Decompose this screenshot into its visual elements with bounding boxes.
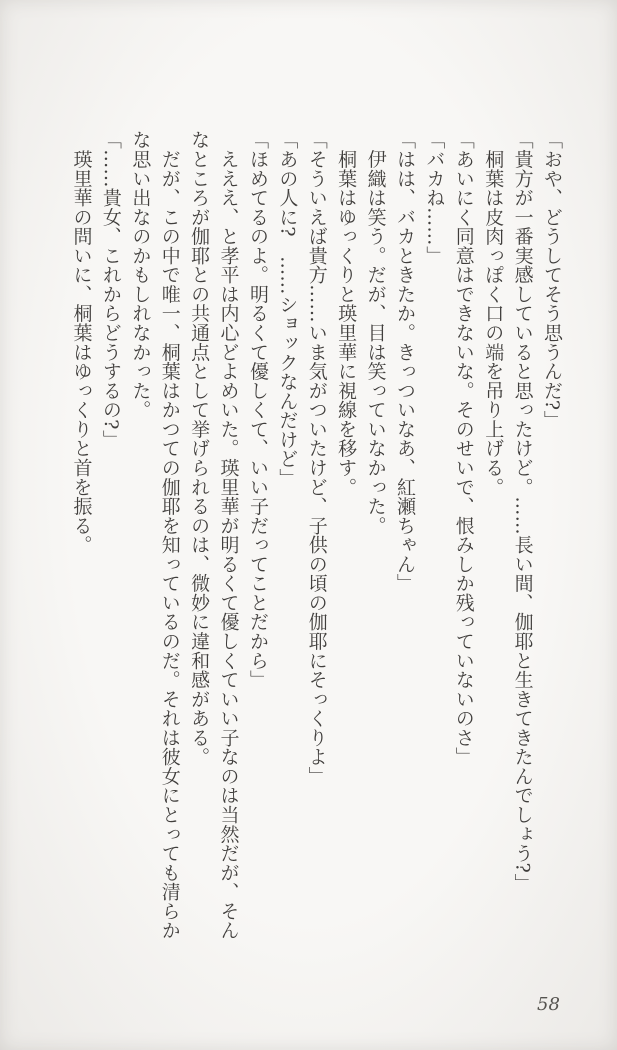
narration-line: えええ、と孝平は内心どよめいた。瑛里華が明るくて優しくていい子なのは当然だが、そんなところが伽耶との共通点として挙げられるのは、微妙に違和感がある。 <box>188 130 240 940</box>
novel-text-block <box>66 130 566 942</box>
narration-line: 桐葉は皮肉っぽく口の端を吊り上げる。 <box>482 130 505 497</box>
dialogue-line: 「そういえば貴方……いま気がついたけど、子供の頃の伽耶にそっくりよ」 <box>305 130 328 786</box>
dialogue-line: 「貴方が一番実感していると思ったけど。……長い間、伽耶と生きてきたんでしょう?」 <box>511 130 534 893</box>
narration-line: 瑛里華の問いに、桐葉はゆっくりと首を振る。 <box>70 130 93 555</box>
dialogue-line: 「バカね……」 <box>423 130 446 265</box>
dialogue-line: 「あいにく同意はできないな。そのせいで、恨みしか残っていないのさ」 <box>452 130 475 767</box>
dialogue-line: 「はは、バカときたか。きっついなあ、紅瀬ちゃん」 <box>393 130 416 593</box>
page-number: 58 <box>537 994 560 1015</box>
narration-line: 桐葉はゆっくりと瑛里華に視線を移す。 <box>335 130 358 497</box>
narration-line: だが、この中で唯一、桐葉はかつての伽耶を知っているのだ。それは彼女にとっても清らかな思い出なのかもしれなかった。 <box>129 130 181 940</box>
dialogue-line: 「おや、どうしてそう思うんだ?」 <box>541 130 563 430</box>
dialogue-line: 「あの人に? ……ショックなんだけど」 <box>276 130 299 488</box>
dialogue-line: 「ほめてるのよ。明るくて優しくて、いい子だってことだから」 <box>246 130 269 690</box>
narration-line: 伊織は笑う。だが、目は笑っていなかった。 <box>364 130 387 535</box>
dialogue-line: 「……貴女、これからどうするの?」 <box>99 130 122 449</box>
